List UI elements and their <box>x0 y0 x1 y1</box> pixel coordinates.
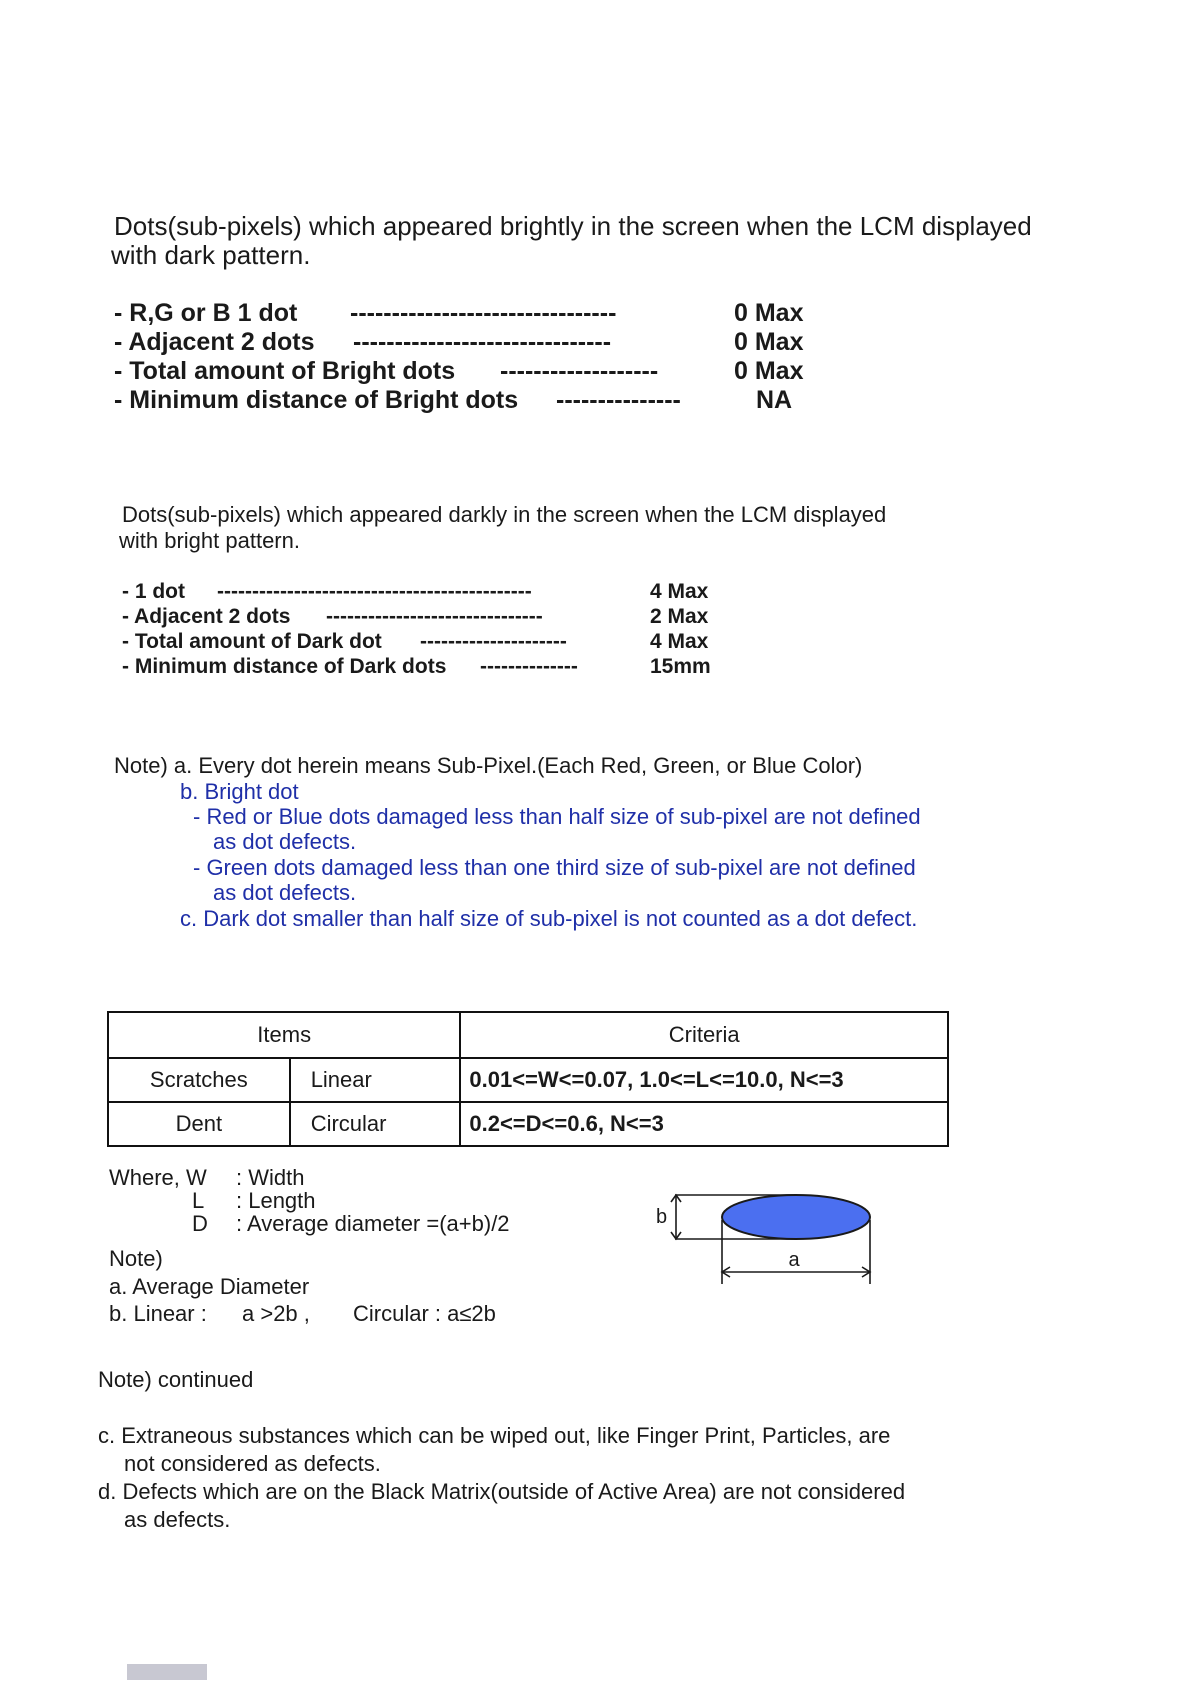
note-b1-line1: - Red or Blue dots damaged less than half size of sub-pixel are not defined <box>193 804 921 829</box>
header-criteria: Criteria <box>460 1012 948 1058</box>
dark-item-value: 4 Max <box>650 630 709 653</box>
dark-intro-line1: Dots(sub-pixels) which appeared darkly in the screen when the LCM displayed <box>122 502 887 527</box>
row-type: Circular <box>290 1102 461 1146</box>
bright-item-label: - Adjacent 2 dots <box>114 328 315 356</box>
dark-item-dashes: ------------------------------- <box>326 605 543 628</box>
ellipse-diagram <box>640 1180 900 1290</box>
def-length: : Length <box>236 1188 316 1213</box>
row-type: Linear <box>290 1058 461 1102</box>
row-criteria: 0.2<=D<=0.6, N<=3 <box>460 1102 948 1146</box>
dark-item-label: - 1 dot <box>122 580 185 603</box>
row-category: Scratches <box>108 1058 290 1102</box>
bright-intro-line2: with dark pattern. <box>111 240 311 270</box>
continued-d-line2: as defects. <box>124 1507 231 1532</box>
note-b2-line1: - Green dots damaged less than one third size of sub-pixel are not defined <box>193 855 916 880</box>
def-note-b-circular: Circular : a≤2b <box>353 1301 496 1326</box>
continued-d-line1: d. Defects which are on the Black Matrix(outside of Active Area) are not considered <box>98 1479 906 1504</box>
where-w: Where, W <box>109 1165 207 1190</box>
row-category: Dent <box>108 1102 290 1146</box>
def-note: Note) <box>109 1246 163 1271</box>
b-label: b <box>656 1206 668 1228</box>
bright-item-label: - Total amount of Bright dots <box>114 357 456 385</box>
bright-item-label: - Minimum distance of Bright dots <box>114 386 519 414</box>
bright-item-dashes: ------------------- <box>500 357 659 385</box>
def-d-symbol: D <box>192 1211 208 1236</box>
dark-item-dashes: --------------------- <box>420 630 567 653</box>
bright-item-label: - R,G or B 1 dot <box>114 299 298 327</box>
dark-item-value: 4 Max <box>650 580 709 603</box>
table-row <box>108 1102 948 1146</box>
note-b: b. Bright dot <box>180 779 299 804</box>
continued-c-line1: c. Extraneous substances which can be wiped out, like Finger Print, Particles, are <box>98 1423 891 1448</box>
dark-item-dashes: -------------- <box>480 655 578 678</box>
def-width: : Width <box>236 1165 305 1190</box>
bright-item-value: NA <box>756 386 793 414</box>
dark-item-label: - Minimum distance of Dark dots <box>122 655 447 678</box>
dark-item-label: - Adjacent 2 dots <box>122 605 291 628</box>
bright-item-dashes: --------------- <box>556 386 681 414</box>
dark-intro-line2: with bright pattern. <box>119 528 300 553</box>
bright-intro-line1: Dots(sub-pixels) which appeared brightly in the screen when the LCM displayed <box>114 211 1032 241</box>
ellipse-shape <box>722 1195 870 1239</box>
note-b2-line2: as dot defects. <box>213 880 357 905</box>
bright-item-dashes: ------------------------------- <box>353 328 612 356</box>
row-criteria: 0.01<=W<=0.07, 1.0<=L<=10.0, N<=3 <box>460 1058 948 1102</box>
note-b1-line2: as dot defects. <box>213 829 357 854</box>
bright-item-value: 0 Max <box>734 357 804 385</box>
table-header-row <box>108 1012 948 1058</box>
bright-item-dashes: -------------------------------- <box>350 299 617 327</box>
note-a: Note) a. Every dot herein means Sub-Pixel.(Each Red, Green, or Blue Color) <box>114 753 863 778</box>
def-l-symbol: L <box>192 1188 205 1213</box>
continued-title: Note) continued <box>98 1367 254 1392</box>
table-row <box>108 1058 948 1102</box>
bright-item-value: 0 Max <box>734 328 804 356</box>
a-label: a <box>788 1249 800 1271</box>
header-items: Items <box>108 1012 460 1058</box>
note-c: c. Dark dot smaller than half size of sub-pixel is not counted as a dot defect. <box>180 906 918 931</box>
def-note-b-linear: a >2b , <box>242 1301 310 1326</box>
dark-item-label: - Total amount of Dark dot <box>122 630 382 653</box>
def-note-b-label: b. Linear : <box>109 1301 207 1326</box>
dark-item-dashes: --------------------------------------------- <box>217 580 532 603</box>
bright-item-value: 0 Max <box>734 299 804 327</box>
def-average-diameter: : Average diameter =(a+b)/2 <box>236 1211 510 1236</box>
dark-item-value: 15mm <box>650 655 711 678</box>
footer-bar <box>127 1664 207 1680</box>
dark-item-value: 2 Max <box>650 605 709 628</box>
continued-c-line2: not considered as defects. <box>124 1451 381 1476</box>
criteria-table <box>107 1011 949 1147</box>
def-note-a: a. Average Diameter <box>109 1274 310 1299</box>
